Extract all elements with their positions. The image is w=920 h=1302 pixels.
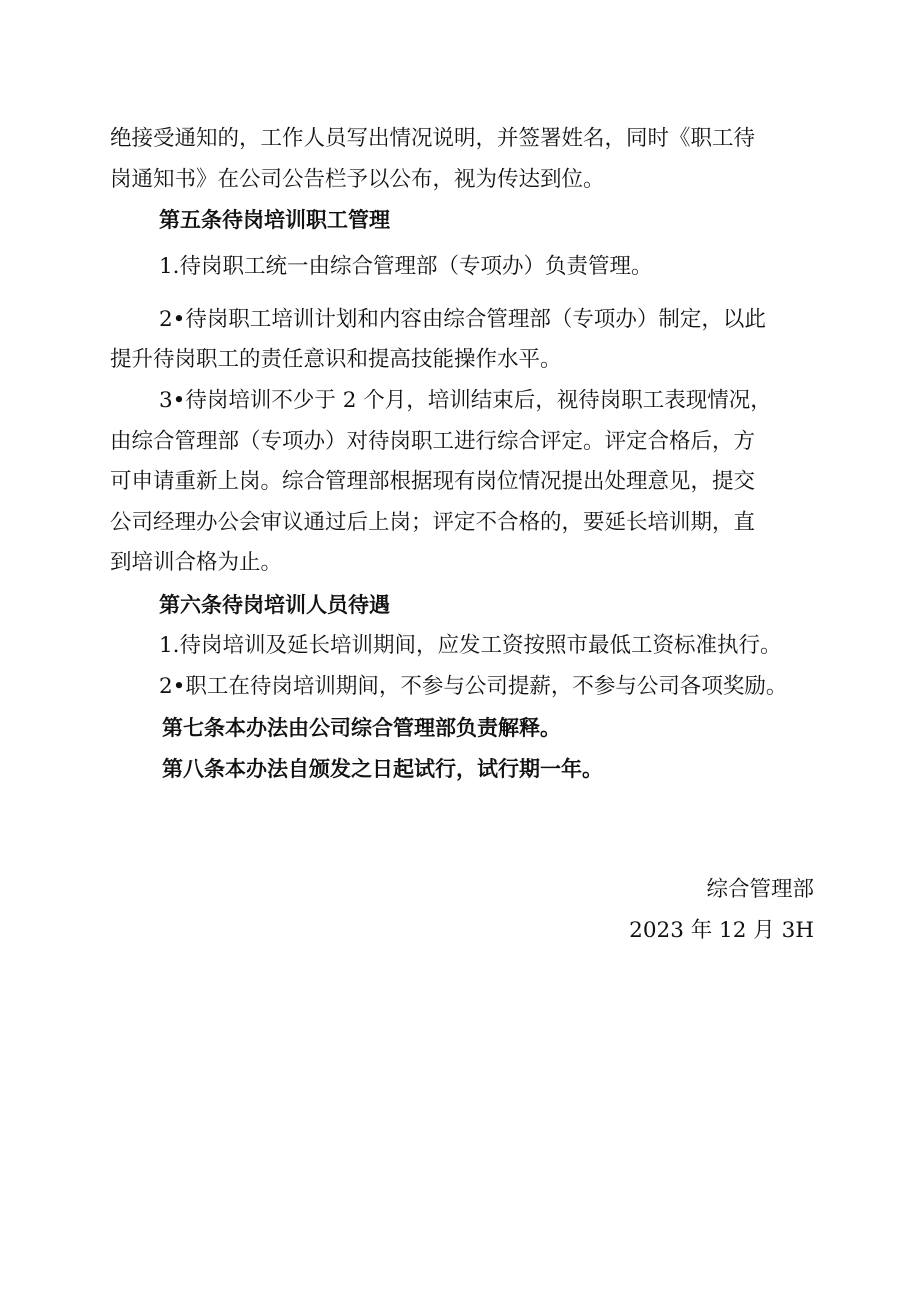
- article-heading: 第八条本办法自颁发之日起试行，试行期一年。: [162, 757, 603, 781]
- paragraph-line: 2•待岗职工培训计划和内容由综合管理部（专项办）制定，以此: [159, 307, 766, 332]
- paragraph-line: 绝接受通知的，工作人员写出情况说明，并签署姓名，同时《职工待: [110, 126, 756, 151]
- paragraph-line: 提升待岗职工的责任意识和提高技能操作水平。: [110, 347, 562, 372]
- paragraph-line: 到培训合格为止。: [110, 550, 283, 575]
- paragraph-line: 2•职工在待岗培训期间，不参与公司提薪，不参与公司各项奖励。: [159, 674, 788, 699]
- paragraph-line: 可申请重新上岗。综合管理部根据现有岗位情况提出处理意见，提交: [110, 469, 756, 494]
- article-heading: 第七条本办法由公司综合管理部负责解释。: [162, 716, 561, 740]
- paragraph-line: 公司经理办公会审议通过后上岗；评定不合格的，要延长培训期，直: [110, 510, 756, 535]
- article-heading: 第五条待岗培训职工管理: [159, 208, 390, 232]
- paragraph-line: 岗通知书》在公司公告栏予以公布，视为传达到位。: [110, 167, 605, 192]
- paragraph-line: 1.待岗培训及延长培训期间，应发工资按照市最低工资标准执行。: [159, 633, 782, 658]
- signature-date: 2023 年 12 月 3H: [629, 918, 814, 943]
- paragraph-line: 由综合管理部（专项办）对待岗职工进行综合评定。评定合格后，方: [110, 429, 756, 454]
- signature-department: 综合管理部: [706, 877, 814, 902]
- paragraph-line: 1.待岗职工统一由综合管理部（专项办）负责管理。: [159, 254, 653, 279]
- paragraph-line: 3•待岗培训不少于 2 个月，培训结束后，视待岗职工表现情况，: [159, 388, 772, 413]
- article-heading: 第六条待岗培训人员待遇: [159, 593, 390, 617]
